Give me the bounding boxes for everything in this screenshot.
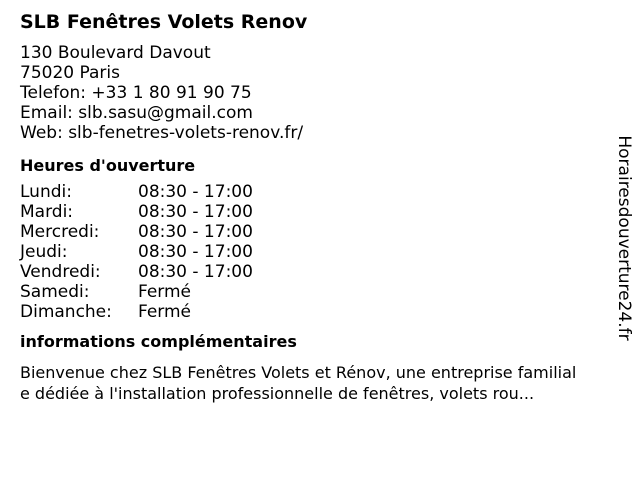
opening-hours-table	[20, 182, 620, 322]
description-line-2: e dédiée à l'installation professionnelle de fenêtres, volets rou...	[20, 384, 535, 403]
address-block	[20, 43, 620, 143]
street-address: 130 Boulevard Davout	[20, 43, 211, 63]
hours-day: Lundi:	[20, 182, 72, 202]
hours-time: 08:30 - 17:00	[138, 262, 253, 282]
business-name: SLB Fenêtres Volets Renov	[20, 11, 308, 33]
brand-watermark: Horairesdouverture24.fr	[614, 135, 634, 341]
phone-number: Telefon: +33 1 80 91 90 75	[20, 83, 252, 103]
hours-day: Mardi:	[20, 202, 74, 222]
hours-row-mercredi	[20, 222, 620, 242]
opening-hours-heading: Heures d'ouverture	[20, 156, 196, 175]
hours-day: Vendredi:	[20, 262, 101, 282]
hours-time: 08:30 - 17:00	[138, 182, 253, 202]
additional-info-heading: informations complémentaires	[20, 332, 297, 351]
hours-row-vendredi	[20, 262, 620, 282]
hours-time: 08:30 - 17:00	[138, 242, 253, 262]
hours-row-dimanche	[20, 302, 620, 322]
hours-time: Fermé	[138, 302, 192, 322]
hours-time: 08:30 - 17:00	[138, 222, 253, 242]
website-url: Web: slb-fenetres-volets-renov.fr/	[20, 123, 304, 143]
business-card	[20, 10, 620, 404]
postal-city: 75020 Paris	[20, 63, 120, 83]
hours-time: Fermé	[138, 282, 192, 302]
hours-row-jeudi	[20, 242, 620, 262]
business-description	[20, 362, 620, 404]
hours-row-lundi	[20, 182, 620, 202]
hours-day: Samedi:	[20, 282, 90, 302]
hours-row-mardi	[20, 202, 620, 222]
email-address: Email: slb.sasu@gmail.com	[20, 103, 253, 123]
hours-day: Jeudi:	[20, 242, 68, 262]
hours-day: Mercredi:	[20, 222, 100, 242]
description-line-1: Bienvenue chez SLB Fenêtres Volets et Rénov, une entreprise familial	[20, 363, 577, 382]
hours-day: Dimanche:	[20, 302, 112, 322]
hours-time: 08:30 - 17:00	[138, 202, 253, 222]
hours-row-samedi	[20, 282, 620, 302]
